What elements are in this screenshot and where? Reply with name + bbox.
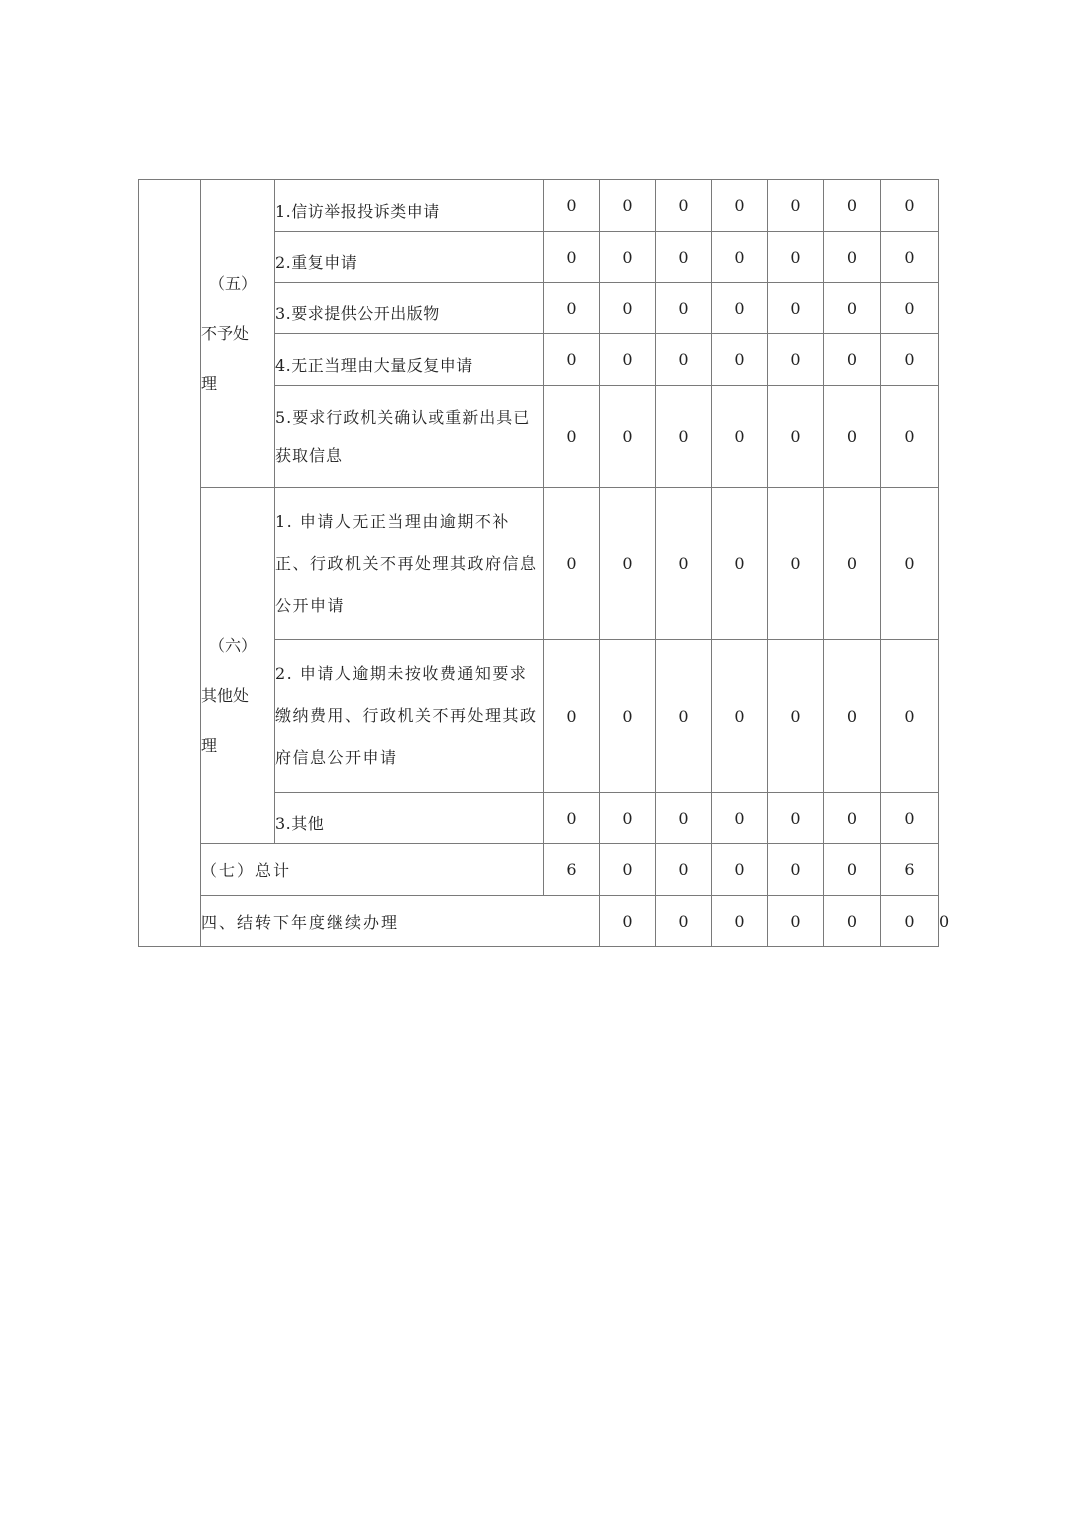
value-cell: 0 [881, 386, 939, 488]
value-cell: 0 [600, 334, 656, 386]
value-cell: 0 [768, 386, 824, 488]
section-blank-cell [139, 180, 201, 947]
group-label-line: （五） [209, 273, 258, 293]
value-cell: 0 [824, 180, 881, 232]
value-cell: 0 [712, 896, 768, 947]
value-cell: 6 [544, 844, 600, 896]
value-cell: 0 [824, 640, 881, 793]
value-cell: 0 [656, 896, 712, 947]
value-cell: 0 [881, 488, 939, 640]
value-cell: 0 [824, 386, 881, 488]
total-row [139, 844, 939, 896]
value-cell: 0 [768, 283, 824, 334]
group-label-line: 理 [201, 735, 218, 755]
row-label: 4.无正当理由大量反复申请 [275, 334, 544, 386]
value-cell: 0 [712, 283, 768, 334]
row-label: 3.要求提供公开出版物 [275, 283, 544, 334]
value-cell: 0 [824, 844, 881, 896]
value-cell: 0 [768, 180, 824, 232]
value-cell: 6 [881, 844, 939, 896]
value-cell: 0 [656, 844, 712, 896]
table-row [139, 180, 939, 232]
group-label-refuse-processing [201, 180, 275, 488]
value-cell: 0 [768, 334, 824, 386]
group-label-line: （六） [209, 635, 258, 655]
value-cell: 0 [544, 232, 600, 283]
value-cell: 0 [656, 334, 712, 386]
carry-over-label: 四、结转下年度继续办理 [201, 896, 600, 947]
value-cell: 0 [712, 386, 768, 488]
value-cell: 0 [824, 283, 881, 334]
value-cell: 0 [600, 793, 656, 844]
value-cell: 0 [600, 896, 656, 947]
value-cell: 0 [656, 180, 712, 232]
value-cell: 0 [600, 386, 656, 488]
disclosure-stats-table [138, 179, 950, 947]
value-cell: 0 [656, 793, 712, 844]
value-cell: 0 [824, 896, 881, 947]
value-cell: 0 [824, 334, 881, 386]
value-cell: 0 [768, 232, 824, 283]
value-cell: 0 [656, 232, 712, 283]
value-cell: 0 [544, 334, 600, 386]
value-cell: 0 [656, 640, 712, 793]
value-cell: 0 [544, 283, 600, 334]
row-label: 5.要求行政机关确认或重新出具已获取信息 [275, 386, 544, 488]
value-cell: 0 [600, 488, 656, 640]
value-cell: 0 [881, 334, 939, 386]
value-cell: 0 [600, 844, 656, 896]
table-row [139, 488, 939, 640]
value-cell: 0 [881, 180, 939, 232]
group-label-other-processing [201, 488, 275, 844]
value-cell: 0 [712, 488, 768, 640]
group-label-line: 理 [201, 373, 218, 393]
value-cell: 0 [712, 640, 768, 793]
value-cell: 0 [544, 640, 600, 793]
total-label: （七）总计 [201, 844, 544, 896]
value-cell: 0 [544, 793, 600, 844]
value-cell: 0 [712, 793, 768, 844]
value-cell: 0 [768, 896, 824, 947]
value-cell: 0 [881, 896, 939, 947]
value-cell: 0 [881, 283, 939, 334]
value-cell: 0 [712, 334, 768, 386]
value-cell: 0 [600, 283, 656, 334]
value-cell: 0 [656, 283, 712, 334]
value-cell: 0 [824, 793, 881, 844]
value-cell: 0 [824, 232, 881, 283]
value-cell: 0 [768, 488, 824, 640]
value-cell: 0 [712, 844, 768, 896]
value-cell: 0 [600, 232, 656, 283]
row-label: 1.信访举报投诉类申请 [275, 180, 544, 232]
value-cell: 0 [712, 232, 768, 283]
value-cell: 0 [768, 793, 824, 844]
value-cell: 0 [768, 640, 824, 793]
row-label: 1. 申请人无正当理由逾期不补正、行政机关不再处理其政府信息公开申请 [275, 488, 544, 640]
value-cell: 0 [712, 180, 768, 232]
group-label-line: 其他处 [201, 685, 250, 705]
value-cell: 0 [544, 386, 600, 488]
row-label: 2.重复申请 [275, 232, 544, 283]
value-cell: 0 [768, 844, 824, 896]
value-cell: 0 [544, 488, 600, 640]
value-cell: 0 [600, 640, 656, 793]
value-cell: 0 [600, 180, 656, 232]
carry-over-row: 四、结转下年度继续办理 0 0 0 0 0 0 0 [139, 896, 939, 947]
value-cell: 0 [656, 488, 712, 640]
row-label: 3.其他 [275, 793, 544, 844]
value-cell: 0 [881, 640, 939, 793]
value-cell: 0 [881, 232, 939, 283]
value-cell: 0 [656, 386, 712, 488]
value-cell: 0 [544, 180, 600, 232]
value-cell: 0 [824, 488, 881, 640]
value-cell: 0 [881, 793, 939, 844]
row-label: 2. 申请人逾期未按收费通知要求缴纳费用、行政机关不再处理其政府信息公开申请 [275, 640, 544, 793]
group-label-line: 不予处 [201, 323, 250, 343]
